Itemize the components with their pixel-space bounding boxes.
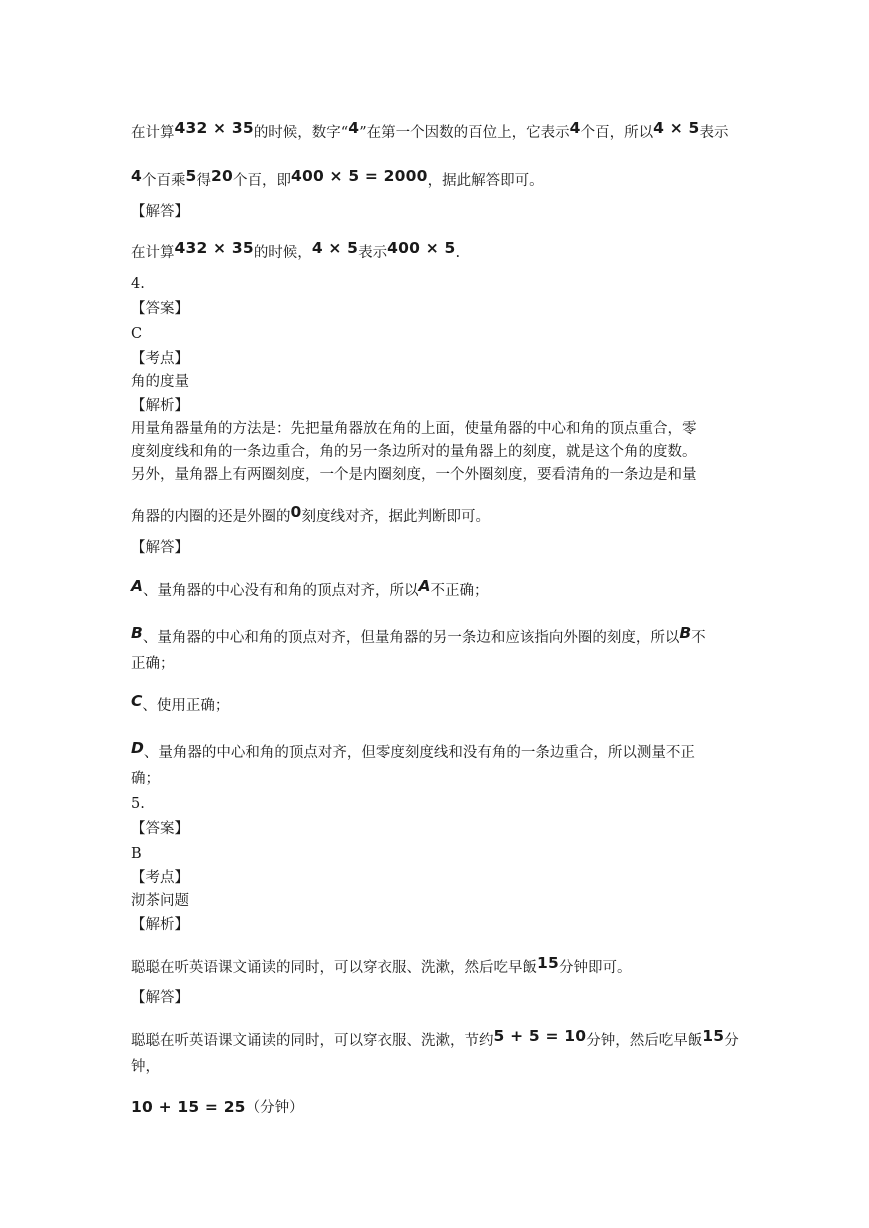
q5-point: 沏茶问题 (131, 893, 189, 909)
q5-point-label: 【考点】 (131, 870, 189, 886)
math-expr: 5 + 5 = 10 (493, 1027, 587, 1045)
text: 分钟，然后吃早飯 (586, 1033, 703, 1049)
option-letter: B (679, 624, 692, 642)
q4-option-b-line-2: 正确； (131, 656, 175, 672)
option-letter: B (131, 624, 143, 642)
text: 、量角器的中心和角的顶点对齐，但零度刻度线和没有角的一条边重合，所以测量不正 (143, 745, 695, 761)
q5-solution-line-3 (131, 1098, 304, 1117)
math-expr: 4 (131, 167, 142, 185)
math-expr: 5 (185, 167, 197, 185)
q4-option-d-line-1 (131, 739, 695, 762)
q3-solution-label: 【解答】 (131, 204, 189, 220)
text: 表示 (699, 125, 729, 141)
q5-analysis-line (131, 954, 632, 977)
q5-solution-line-2: 钟， (131, 1059, 160, 1075)
q4-analysis-line-1: 用量角器量角的方法是：先把量角器放在角的上面，使量角器的中心和角的顶点重合，零 (131, 421, 697, 437)
text: 得 (196, 173, 211, 189)
math-expr: 432 × 35 (174, 119, 254, 137)
text: 聪聪在听英语课文诵读的同时，可以穿衣服、洗漱，然后吃早飯 (131, 960, 537, 976)
q4-point-label: 【考点】 (131, 351, 189, 367)
q4-solution-label: 【解答】 (131, 540, 189, 556)
text: 在计算 (131, 125, 175, 141)
math-expr: 4 (348, 119, 360, 137)
math-expr: 4 (569, 119, 581, 137)
math-expr: 400 × 5 (387, 239, 456, 257)
q4-analysis-line-2: 度刻度线和角的一条边重合，角的另一条边所对的量角器上的刻度，就是这个角的度数。 (131, 444, 697, 460)
text: 个百乘 (142, 173, 186, 189)
text: 分 (724, 1033, 739, 1049)
q5-solution-line-1 (131, 1027, 739, 1050)
q5-analysis-label: 【解析】 (131, 917, 189, 933)
text: 个百，所以 (580, 125, 654, 141)
q5-number: 5. (131, 796, 145, 812)
option-letter: C (131, 692, 143, 710)
math-expr: 15 (537, 954, 559, 972)
q3-solution-line (131, 239, 461, 262)
option-letter: A (131, 577, 143, 595)
q4-answer: C (131, 326, 143, 342)
option-letter: D (131, 739, 144, 757)
math-expr: 432 × 35 (174, 239, 254, 257)
text: 的时候， (253, 245, 312, 261)
option-letter: A (418, 577, 431, 595)
q4-analysis-line-4 (131, 503, 490, 526)
math-expr: 0 (290, 503, 302, 521)
text: 、量角器的中心和角的顶点对齐，但量角器的另一条边和应该指向外圈的刻度，所以 (142, 630, 680, 646)
q4-option-b-line-1 (131, 624, 706, 647)
q4-point: 角的度量 (131, 374, 189, 390)
text: 聪聪在听英语课文诵读的同时，可以穿衣服、洗漱，节约 (131, 1033, 494, 1049)
text: 在计算 (131, 245, 175, 261)
text: 角器的内圈的还是外圈的 (131, 509, 291, 525)
text: 的时候，数字“ (253, 125, 349, 141)
q4-option-c (131, 692, 230, 715)
text: 分钟即可。 (558, 960, 632, 976)
q3-analysis-line-1 (131, 119, 729, 142)
text: 刻度线对齐，据此判断即可。 (301, 509, 490, 525)
math-expr: 4 × 5 (653, 119, 700, 137)
q4-analysis-line-3: 另外，量角器上有两圈刻度，一个是内圈刻度，一个外圈刻度，要看清角的一条边是和量 (131, 467, 697, 483)
q5-answer: B (131, 846, 142, 862)
q4-answer-label: 【答案】 (131, 301, 189, 317)
text: . (455, 245, 461, 261)
q5-answer-label: 【答案】 (131, 821, 189, 837)
q3-analysis-line-2 (131, 167, 544, 190)
text: 、使用正确； (142, 698, 230, 714)
q5-solution-label: 【解答】 (131, 990, 189, 1006)
math-expr: 400 × 5 = 2000 (290, 167, 428, 185)
q4-option-d-line-2: 确； (131, 771, 160, 787)
math-expr: 20 (211, 167, 233, 185)
math-expr: 15 (702, 1027, 725, 1045)
q4-number: 4. (131, 276, 145, 292)
text: ，据此解答即可。 (427, 173, 544, 189)
text: 、量角器的中心没有和角的顶点对齐，所以 (143, 583, 419, 599)
math-expr: 4 × 5 (311, 239, 359, 257)
text: 不正确； (430, 583, 489, 599)
q4-option-a (131, 577, 489, 600)
text: （分钟） (245, 1100, 304, 1116)
text: ”在第一个因数的百位上，它表示 (359, 125, 570, 141)
q4-analysis-label: 【解析】 (131, 398, 189, 414)
text: 不 (691, 630, 706, 646)
text: 个百，即 (232, 173, 291, 189)
math-expr: 10 + 15 = 25 (131, 1098, 246, 1116)
text: 表示 (358, 245, 388, 261)
